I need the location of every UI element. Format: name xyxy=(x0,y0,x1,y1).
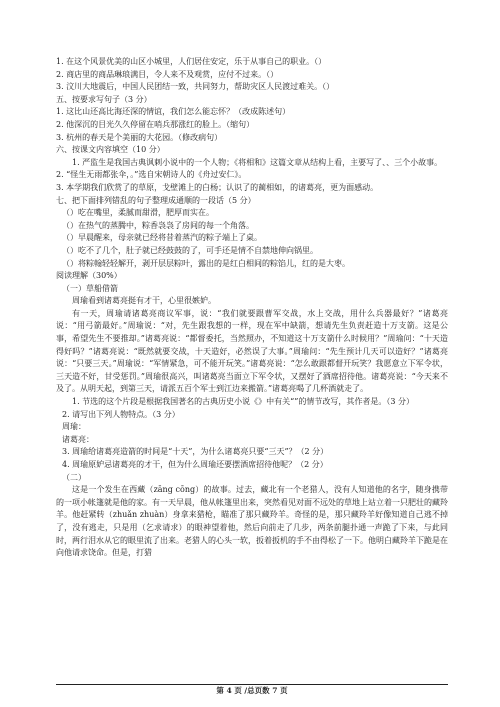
text-line: （）将粽翰轻轻解开，剥开层层粽叶，露出的是红白相间的粽馅儿，红的是大枣。 xyxy=(62,258,350,268)
text-line: 4. 周瑜原妒忌诸葛亮的才干，但为什么周瑜还要摆酒席招待他呢？（2 分） xyxy=(62,460,328,469)
text-line: 1. 严监生是我国古典讽刺小说中的一个人物；《将相和》这篇文章从结构上看，主要写了、、三个小故事。 xyxy=(72,157,443,167)
text-line: （）在热气的蒸腾中，粽香袅袅了房间的每一个角落。 xyxy=(62,220,254,230)
text-line: 3. 周瑜给诸葛亮造箭的时间是“十天”，为什么诸葛亮只要“三天”？（2 分） xyxy=(62,447,329,457)
text-line: （）早晨醒来，母亲就已经将昔着蒸汽的粽子端上了桌。 xyxy=(62,233,262,243)
text-line: 3. 汶川大地震后，中国人民团结一致，共同努力，帮助灾区人民渡过难关。（） xyxy=(56,82,335,92)
text-line: 2. 商店里的商品琳琅满目，令人来不及观赏，应付不过来。（） xyxy=(56,69,279,79)
text-line: 周瑜： xyxy=(62,422,86,432)
text-line: 有一天，周瑜请诸葛亮商议军事，说：“我们就要跟曹军交战，水上交战，用什么兵器最好？”诸葛亮说：“用弓箭最好。”周瑜说：“对，先生跟我想的一样，现在军中缺箭，想请先生负责赶造十万支箭。这是公事，希望先生不要推却。”诸葛亮说：“都督委托，当然照办，不知道这十万支箭什么时候用？”周瑜问：“十天造得好吗？”诸葛亮说：“既然就要交战，十天造好，必然误了大事。”周瑜问：“先生预计几天可以造好？”诸葛亮说：“只要三天。”周瑜说：“军情紧急，可不能开玩笑。”诸葛亮说：“怎么敢跟都督开玩笑？我愿意立下军令状，三天造不好，甘受惩罚。”周瑜很高兴，叫诸葛亮当面立下军令状，又摆好了酒席招待他。诸葛亮说：“今天来不及了。从明天起，到第三天，请派五百个军士到江边来搬箭。”诸葛亮喝了几杯酒就走了。 xyxy=(56,308,448,394)
text-line: 3. 杭州的春天是个美丽的大花园。（修改病句） xyxy=(56,132,223,142)
text-line: 1. 节选的这个片段是根据我国著名的古典历史小说《》中有关“”的情节改写，其作者是。（3 分） xyxy=(72,397,414,407)
text-line: （）吃不了几个，肚子就已经鼓鼓的了，可手还是情不自禁地伸向锅里。 xyxy=(62,245,318,255)
text-line: 阅读理解（30%） xyxy=(56,271,122,281)
text-line: 2. 他深沉的目光久久停留在哨兵那涨红的脸上。（缩句） xyxy=(56,119,255,129)
text-line: 六、按课文内容填空（10 分） xyxy=(56,145,165,155)
text-line: 1. 在这个风景优美的山区小城里，人们居住安定，乐于从事自己的职业。（） xyxy=(56,57,327,66)
text-line: 2. 请写出下列人物特点。（3 分） xyxy=(62,409,180,419)
text-line: 3. 本学期我们欣赏了的草原，戈壁滩上的白杨；认识了的蔺相如，的诸葛亮，更为面感动。 xyxy=(56,182,379,192)
text-line: 五、按要求写句子（3 分） xyxy=(56,94,152,104)
text-line: （二） xyxy=(62,472,86,482)
text-line: 周瑜看到诸葛亮挺有才干，心里很嫉妒。 xyxy=(72,296,216,306)
page-content xyxy=(56,56,448,560)
text-line: （一）草船借箭 xyxy=(62,283,118,293)
text-line: 诸葛亮： xyxy=(62,434,94,444)
text-line: （）吃在嘴里，柔腻而甜滑，肥厚而实在。 xyxy=(62,208,214,218)
text-line: 1. 这比山还高比海还深的情谊，我们怎么能忘怀？（改成陈述句） xyxy=(56,107,291,117)
page-footer: 第 4 页 /总页数 7 页 xyxy=(56,684,448,696)
text-line: 七、把下面排列错乱的句子整理成通顺的一段话（5 分） xyxy=(56,195,256,205)
text-line: 这是一个发生在西藏（zāng cōng）的故事。过去，藏北有一个老猎人，没有人知道他的名字，随身携带的一项小帐篷就是他的家。有一天早晨，他从帐篷里出来，突然看见对面不远处的草地上站立着一只肥壮的藏羚羊。他赶紧转（zhuǎn zhuàn）身拿来猎枪，瞄准了那只藏羚羊。奇怪的是，那只藏羚羊好像知道自己逃不掉了，没有逃走，只是用（乞求请求）的眼神望着他，然后向前走了几步，两条前腿扑通一声跪了下来，与此同时，两行泪水从它的眼里流了出来。老猎人的心头一软，扳着扳机的手不由得松了一下。他明白藏羚羊下跪是在向他请求饶命。但是，打猎 xyxy=(56,485,448,558)
text-line: 2. “怪生无雨都张伞，。”选自宋朝诗人的《舟过安仁》。 xyxy=(56,170,247,180)
